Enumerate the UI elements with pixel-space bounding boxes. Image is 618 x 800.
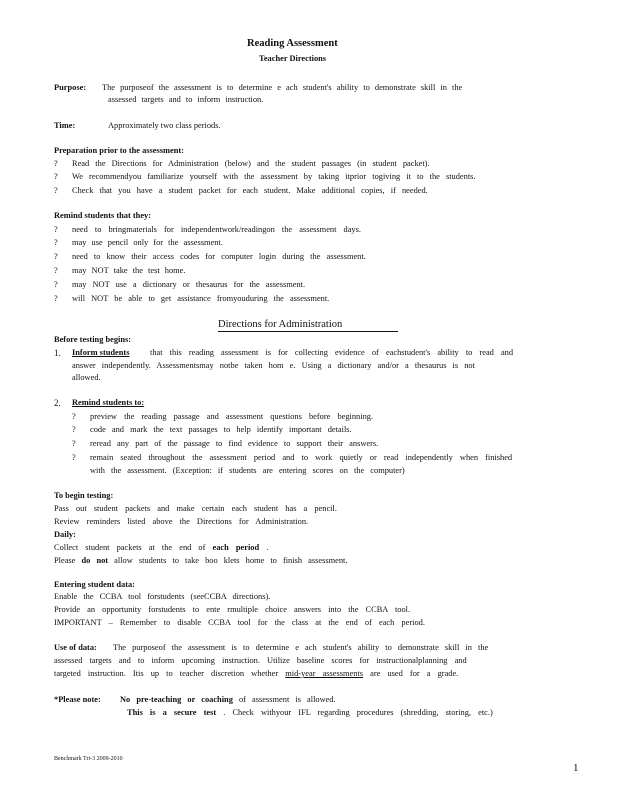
daily-line2-end: allow students to take boo klets home to finish assessment. [114, 556, 348, 565]
item1-lead: Inform students [72, 348, 130, 357]
item2-subitem: remain seated throughout the assessment period and to work quietly or read independently when finished [90, 453, 513, 462]
daily-heading: Daily: [54, 530, 76, 539]
purpose-text-line2: assessed targets and to inform instruction. [108, 95, 264, 104]
item2-bullet: ? [72, 425, 76, 434]
note-label: *Please note: [54, 695, 101, 704]
remind-item: may NOT use a dictionary or thesaurus for the assessment. [72, 280, 306, 289]
item2-number: 2. [54, 398, 61, 408]
note-line1-text: of assessment is allowed. [238, 695, 336, 704]
begin-testing-heading: To begin testing: [54, 491, 114, 500]
enter-line1: Enable the CCBA tool forstudents (seeCCBA directions). [54, 592, 271, 601]
note-line2-text: . Check withyour IFL regarding procedures (shredding, storing, etc.) [223, 708, 493, 717]
item2-lead: Remind students to: [72, 398, 145, 407]
daily-line1 [54, 543, 268, 552]
begin-line1: Pass out student packets and make certain each student has a pencil. [54, 504, 337, 513]
page-number: 1 [573, 762, 579, 774]
use-line3-end: are used for a grade. [370, 669, 459, 678]
daily-line2-emphasis: do not [81, 556, 109, 565]
use-line3-text: targeted instruction. Itis up to teacher discretion whether [54, 669, 279, 678]
item2-subitem: preview the reading passage and assessment questions before beginning. [90, 412, 374, 421]
use-of-data-label: Use of data: [54, 643, 97, 652]
item2-subitem: reread any part of the passage to find evidence to support their answers. [90, 439, 379, 448]
purpose-text-line1: The purposeof the assessment is to determine e ach student's ability to demonstrate skill in the [102, 83, 463, 92]
note-line1-bold: No pre-teaching or coaching [120, 695, 233, 704]
use-line3-underlined: mid-year assessments [285, 669, 364, 678]
item1-number: 1. [54, 348, 61, 358]
page-title: Reading Assessment [247, 38, 338, 49]
enter-line3: IMPORTANT – Remember to disable CCBA tool for the class at the end of each period. [54, 618, 425, 627]
use-line1: The purposeof the assessment is to determine e ach student's ability to demonstrate skill in the [113, 643, 489, 652]
remind-item: will NOT be able to get assistance fromyouduring the assessment. [72, 294, 330, 303]
note-line2-bold: This is a secure test [127, 708, 217, 717]
daily-line1-end: . [266, 543, 269, 552]
prep-item: Read the Directions for Administration (below) and the student passages (in student packet). [72, 159, 430, 168]
daily-line2-text: Please [54, 556, 76, 565]
prep-heading: Preparation prior to the assessment: [54, 146, 184, 155]
item2-bullet: ? [72, 439, 76, 448]
enter-line2: Provide an opportunity forstudents to ente rmultiple choice answers into the CCBA tool. [54, 605, 411, 614]
note-line1 [120, 695, 336, 704]
remind-item: may NOT take the test home. [72, 266, 186, 275]
remind-bullet: ? [54, 238, 58, 247]
note-line2 [127, 708, 493, 717]
begin-line2: Review reminders listed above the Directions for Administration. [54, 517, 309, 526]
purpose-label: Purpose: [54, 83, 87, 92]
item1-line3: allowed. [72, 373, 101, 382]
directions-heading: Directions for Administration [218, 319, 398, 332]
prep-item: We recommendyou familiarize yourself with the assessment by taking itprior togiving it to the students. [72, 172, 476, 181]
time-text: Approximately two class periods. [108, 121, 221, 130]
item1-line2: answer independently. Assessmentsmay notbe taken hom e. Using a dictionary and/or a thesaurus is not [72, 361, 475, 370]
page-subtitle: Teacher Directions [259, 54, 327, 63]
footer-text: Benchmark Tri-3 2009-2010 [54, 756, 123, 762]
item2-bullet: ? [72, 453, 76, 462]
item2-bullet: ? [72, 412, 76, 421]
prep-bullet: ? [54, 186, 58, 195]
entering-data-heading: Entering student data: [54, 580, 135, 589]
prep-item: Check that you have a student packet for each student. Make additional copies, if needed. [72, 186, 428, 195]
remind-bullet: ? [54, 266, 58, 275]
remind-item: need to bringmaterials for independentwork/readingon the assessment days. [72, 225, 361, 234]
item2-subitem: code and mark the text passages to help identify important details. [90, 425, 352, 434]
use-line3 [54, 669, 458, 678]
item2-subitem-cont: with the assessment. (Exception: if students are entering scores on the computer) [90, 466, 405, 475]
daily-line1-emphasis: each period [212, 543, 260, 552]
remind-bullet: ? [54, 294, 58, 303]
remind-heading: Remind students that they: [54, 211, 152, 220]
remind-item: may use pencil only for the assessment. [72, 238, 223, 247]
before-testing-heading: Before testing begins: [54, 335, 132, 344]
prep-bullet: ? [54, 172, 58, 181]
use-line2: assessed targets and to inform upcoming instruction. Utilize baseline scores for instructionalplanning and [54, 656, 467, 665]
daily-line2 [54, 556, 347, 565]
prep-bullet: ? [54, 159, 58, 168]
item1-line1: that this reading assessment is for collecting evidence of eachstudent's ability to read and [150, 348, 514, 357]
remind-bullet: ? [54, 252, 58, 261]
time-label: Time: [54, 121, 76, 130]
remind-bullet: ? [54, 280, 58, 289]
daily-line1-text: Collect student packets at the end of [54, 543, 206, 552]
remind-bullet: ? [54, 225, 58, 234]
remind-item: need to know their access codes for computer login during the assessment. [72, 252, 366, 261]
